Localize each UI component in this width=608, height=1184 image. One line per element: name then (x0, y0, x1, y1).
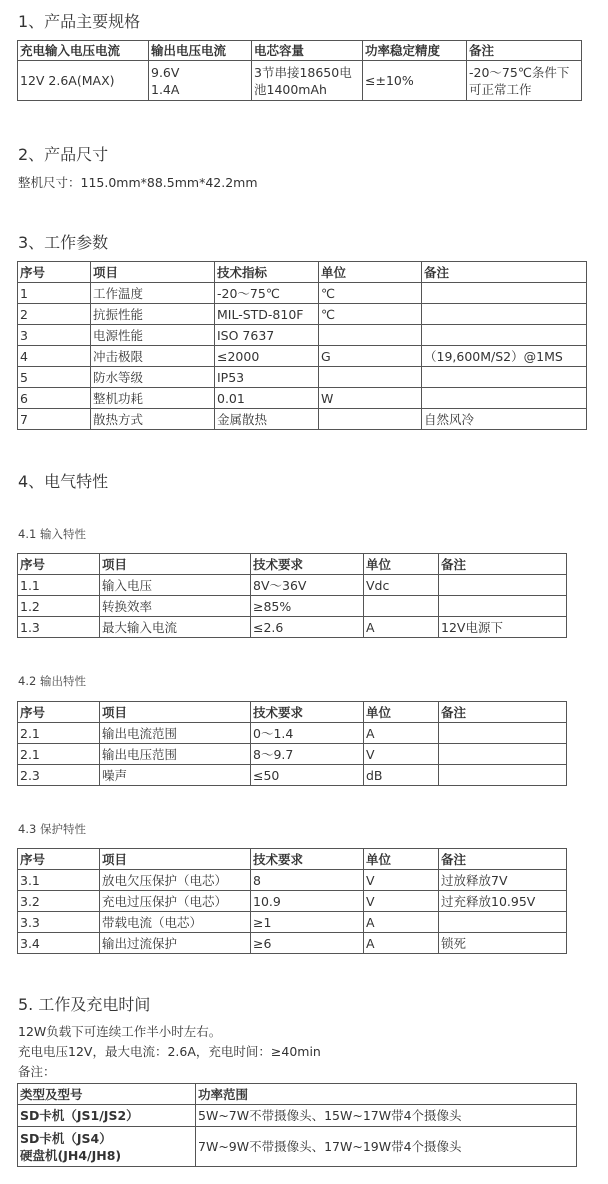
table-cell: A (364, 617, 439, 638)
header-cell: 备注 (422, 262, 587, 283)
table-cell: 自然风冷 (422, 409, 587, 430)
header-cell: 单位 (364, 554, 439, 575)
power-range: 5W~7W不带摄像头、15W~17W带4个摄像头 (196, 1105, 577, 1127)
table-cell: 2.1 (18, 744, 100, 765)
header-cell: 类型及型号 (18, 1084, 196, 1105)
output-current: 1.4A (151, 81, 180, 97)
header-cell: 备注 (439, 849, 567, 870)
table-cell: 输出电压范围 (100, 744, 251, 765)
table-cell (422, 388, 587, 409)
table-row (18, 933, 567, 954)
table-cell: 10.9 (251, 891, 364, 912)
table-cell: ≤50 (251, 765, 364, 786)
table-cell: 过放释放7V (439, 870, 567, 891)
table-cell: 金属散热 (215, 409, 319, 430)
table-row (18, 596, 567, 617)
table-cell: 抗振性能 (91, 304, 215, 325)
table-cell: 冲击极限 (91, 346, 215, 367)
table-cell (439, 723, 567, 744)
spec-table (17, 40, 582, 101)
table-cell: 0～1.4 (251, 723, 364, 744)
table-cell: A (364, 933, 439, 954)
table-row (18, 575, 567, 596)
table-cell: 0.01 (215, 388, 319, 409)
table-cell: dB (364, 765, 439, 786)
table-cell (422, 304, 587, 325)
table-cell: 过充释放10.95V (439, 891, 567, 912)
params-table (17, 261, 587, 430)
table-cell: ISO 7637 (215, 325, 319, 346)
table-cell: 转换效率 (100, 596, 251, 617)
table-cell: 散热方式 (91, 409, 215, 430)
table-row (18, 283, 587, 304)
table-cell: Vdc (364, 575, 439, 596)
header-cell: 项目 (91, 262, 215, 283)
table-row (18, 304, 587, 325)
header-cell: 序号 (18, 262, 91, 283)
header-cell: 功率稳定精度 (363, 41, 467, 61)
table-row (18, 325, 587, 346)
section1-title: 1、产品主要规格 (18, 12, 141, 31)
table-cell: ≤2000 (215, 346, 319, 367)
table-cell: ℃ (319, 283, 422, 304)
table-cell: V (364, 744, 439, 765)
device-type-line: SD卡机（JS4） (20, 1130, 112, 1146)
table-cell: 1 (18, 283, 91, 304)
table-cell: 工作温度 (91, 283, 215, 304)
table-row (18, 870, 567, 891)
protection-table (17, 848, 567, 954)
table-row (18, 1127, 577, 1167)
table-cell: 12V电源下 (439, 617, 567, 638)
table-cell: -20～75℃ (215, 283, 319, 304)
header-cell: 单位 (364, 702, 439, 723)
header-cell: 备注 (439, 554, 567, 575)
input-spec: 12V 2.6A(MAX) (18, 61, 149, 101)
table-cell: A (364, 723, 439, 744)
device-type-line: 硬盘机(JH4/JH8) (20, 1147, 122, 1163)
table-cell (439, 744, 567, 765)
table-cell (319, 367, 422, 388)
subsection-4-3-title: 4.3 保护特性 (18, 822, 86, 836)
table-cell (364, 596, 439, 617)
table-cell: MIL-STD-810F (215, 304, 319, 325)
power-table (17, 1083, 577, 1167)
header-cell: 技术要求 (251, 849, 364, 870)
table-cell: 2.3 (18, 765, 100, 786)
table-cell: 整机功耗 (91, 388, 215, 409)
table-cell: 2.1 (18, 723, 100, 744)
output-table (17, 701, 567, 786)
device-type: SD卡机（JS1/JS2） (18, 1105, 196, 1127)
header-cell: 单位 (364, 849, 439, 870)
table-cell (439, 765, 567, 786)
table-cell: 锁死 (439, 933, 567, 954)
header-cell: 技术要求 (251, 554, 364, 575)
table-cell: 3.2 (18, 891, 100, 912)
charging-text: 充电电压12V，最大电流：2.6A，充电时间：≥40min (18, 1044, 321, 1059)
table-header-row (18, 41, 582, 61)
table-cell (439, 912, 567, 933)
table-cell: 8～9.7 (251, 744, 364, 765)
table-cell: 3 (18, 325, 91, 346)
table-cell: 1.3 (18, 617, 100, 638)
header-cell: 备注 (467, 41, 582, 61)
table-cell: 最大输入电流 (100, 617, 251, 638)
table-cell: G (319, 346, 422, 367)
header-cell: 单位 (319, 262, 422, 283)
table-cell: IP53 (215, 367, 319, 388)
output-spec (149, 61, 252, 101)
power-accuracy: ≤±10% (363, 61, 467, 101)
table-cell: 3.3 (18, 912, 100, 933)
table-row (18, 388, 587, 409)
table-cell: 放电欠压保护（电芯） (100, 870, 251, 891)
table-cell: 输出过流保护 (100, 933, 251, 954)
table-row (18, 367, 587, 388)
header-cell: 技术指标 (215, 262, 319, 283)
table-row (18, 409, 587, 430)
note-label: 备注： (18, 1064, 56, 1079)
table-cell: ≤2.6 (251, 617, 364, 638)
header-cell: 功率范围 (196, 1084, 577, 1105)
table-row (18, 617, 567, 638)
table-cell (439, 596, 567, 617)
header-cell: 备注 (439, 702, 567, 723)
table-cell: 电源性能 (91, 325, 215, 346)
table-row (18, 744, 567, 765)
table-header-row (18, 702, 567, 723)
table-header-row (18, 554, 567, 575)
input-table (17, 553, 567, 638)
runtime-text: 12W负载下可连续工作半小时左右。 (18, 1024, 222, 1039)
table-cell (422, 325, 587, 346)
table-row (18, 723, 567, 744)
table-cell: 7 (18, 409, 91, 430)
table-cell: 4 (18, 346, 91, 367)
subsection-4-1-title: 4.1 输入特性 (18, 527, 86, 541)
table-cell: V (364, 891, 439, 912)
header-cell: 项目 (100, 849, 251, 870)
table-cell (319, 325, 422, 346)
table-row (18, 346, 587, 367)
table-cell: 1.2 (18, 596, 100, 617)
table-row (18, 1105, 577, 1127)
table-cell: W (319, 388, 422, 409)
header-cell: 充电输入电压电流 (18, 41, 149, 61)
table-cell (422, 367, 587, 388)
table-cell: 5 (18, 367, 91, 388)
table-cell: 带载电流（电芯） (100, 912, 251, 933)
device-type (18, 1127, 196, 1167)
header-cell: 项目 (100, 702, 251, 723)
cell-capacity: 3节串接18650电池1400mAh (252, 61, 363, 101)
header-cell: 项目 (100, 554, 251, 575)
table-cell: 2 (18, 304, 91, 325)
table-row (18, 912, 567, 933)
table-cell: 防水等级 (91, 367, 215, 388)
table-cell: （19,600M/S2）@1MS (422, 346, 587, 367)
table-cell: 充电过压保护（电芯） (100, 891, 251, 912)
table-cell: ≥85% (251, 596, 364, 617)
table-cell: 6 (18, 388, 91, 409)
table-cell: ≥1 (251, 912, 364, 933)
section2-title: 2、产品尺寸 (18, 145, 109, 164)
table-cell (319, 409, 422, 430)
header-cell: 电芯容量 (252, 41, 363, 61)
subsection-4-2-title: 4.2 输出特性 (18, 674, 86, 688)
table-row (18, 891, 567, 912)
header-cell: 序号 (18, 702, 100, 723)
table-cell: 1.1 (18, 575, 100, 596)
section4-title: 4、电气特性 (18, 472, 109, 491)
table-header-row (18, 262, 587, 283)
table-cell (422, 283, 587, 304)
table-row (18, 61, 582, 101)
power-range: 7W~9W不带摄像头、17W~19W带4个摄像头 (196, 1127, 577, 1167)
output-voltage: 9.6V (151, 64, 180, 80)
header-cell: 序号 (18, 849, 100, 870)
table-cell: 3.4 (18, 933, 100, 954)
table-cell: 8V～36V (251, 575, 364, 596)
table-cell: 输出电流范围 (100, 723, 251, 744)
table-cell: 输入电压 (100, 575, 251, 596)
size-text: 整机尺寸：115.0mm*88.5mm*42.2mm (18, 175, 258, 190)
header-cell: 序号 (18, 554, 100, 575)
table-header-row (18, 849, 567, 870)
table-cell: 3.1 (18, 870, 100, 891)
spec-note: -20～75℃条件下可正常工作 (467, 61, 582, 101)
table-cell (439, 575, 567, 596)
table-cell: ≥6 (251, 933, 364, 954)
table-cell: ℃ (319, 304, 422, 325)
header-cell: 技术要求 (251, 702, 364, 723)
table-cell: A (364, 912, 439, 933)
table-cell: 噪声 (100, 765, 251, 786)
section3-title: 3、工作参数 (18, 233, 109, 252)
header-cell: 输出电压电流 (149, 41, 252, 61)
section5-title: 5. 工作及充电时间 (18, 995, 151, 1014)
table-cell: 8 (251, 870, 364, 891)
table-header-row (18, 1084, 577, 1105)
table-row (18, 765, 567, 786)
table-cell: V (364, 870, 439, 891)
